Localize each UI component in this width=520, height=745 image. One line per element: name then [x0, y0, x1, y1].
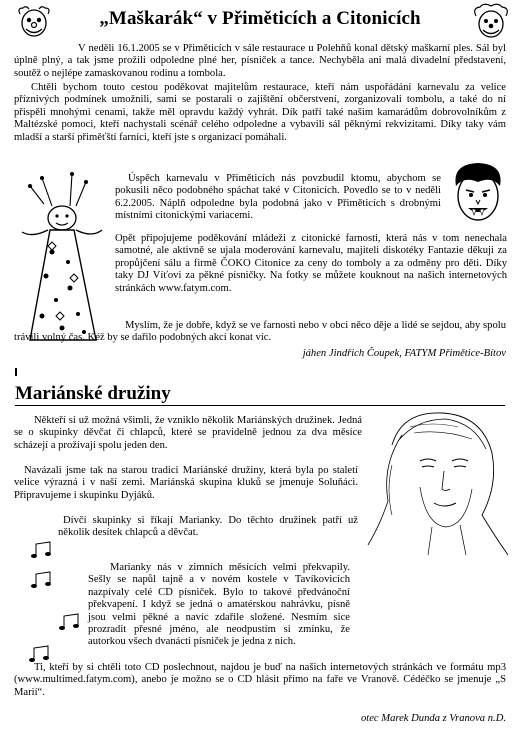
- girl-portrait-sketch: [362, 405, 512, 563]
- article-title: „Maškarák“ v Přiměticích a Citonicích: [99, 8, 421, 29]
- section-marker: [15, 368, 17, 376]
- article-paragraph: Navázali jsme tak na starou tradici Mariánské družiny, která byla po staletí velice výrazná i v naší zemi. Mariánská skupina kluků se jmenuje Soluňáci. Připravujeme i skupinku Dyjáků.: [14, 465, 358, 501]
- article-paragraph: Úspěch karnevalu v Přiměticích nás povzbudil ktomu, abychom se pokusili něco podobného spáchat také v Citonicích. Povedlo se to v neděli 6.2.2005. Náplň odpoledne byla podobná jako v Přiměticích s drobnými místními citonickými variacemi.: [115, 173, 441, 222]
- article-paragraph: Někteří si už možná všimli, že vzniklo několik Mariánských družinek. Jedná se o skupinky děvčat či chlapců, které se pravidelně jednou za dva měsíce scházejí a prožívají spolu jeden den.: [14, 415, 362, 451]
- vampire-face-illustration: [448, 160, 508, 230]
- music-notes-icon: [30, 570, 60, 592]
- article-paragraph: Myslím, že je dobře, když se ve farnosti nebo v obci něco děje a lidé se sejdou, aby spolu trávili volný čas. Kéž by se dařilo podobných akcí konat víc.: [14, 320, 506, 344]
- article-paragraph: Chtěli bychom touto cestou poděkovat majitelům restaurace, kteří nám uspořádání karnevalu za velice příznivých podmínek umožnili, sami se postarali o zajištění občerstvení, zorganizovali tombolu, a také do ní přispěli mnohými cenami, takže měl opravdu každý vyhrát. Dík patří také našim kamarádům dobrovolníkům z Maltézské pomoci, kteří nachystali scénář celého odpoledne a vybavili sál pěknými rekvizitami. Díky taky vám mladší a starší přiměťští farníci, kteří jste s organizací pomáhali.: [14, 82, 506, 143]
- music-notes-icon: [30, 540, 60, 562]
- music-notes-icon: [58, 612, 88, 634]
- article-signature: jáhen Jindřich Čoupek, FATYM Přimětice-Bítov: [302, 348, 506, 359]
- article-title: Mariánské družiny: [15, 383, 171, 404]
- article-paragraph: Dívčí skupinky si říkají Marianky. Do těchto družinek patří už několik desítek chlapců a děvčat.: [58, 515, 358, 539]
- article-paragraph: V neděli 16.1.2005 se v Přiměticích v sále restaurace u Polehňů konal dětský maškarní ples. Sál byl úplně plný, a tak jsme prožili odpoledne plné her, písniček a tance. Nechyběla ani malá divadelní představení, soutěž o nejlépe zamaskovanou rodinu a tombola.: [14, 43, 506, 79]
- article-paragraph: Ti, kteří by si chtěli toto CD poslechnout, najdou je buď na našich internetových stránkách ve formátu mp3 (www.multimed.fatym.com), anebo je možno se o CD hlásit přímo na faře ve Vranově. Cédéčko se jmenuje „S Marií“.: [14, 662, 506, 698]
- article-paragraph: Marianky nás v zimních měsících velmi překvapily. Sešly se napůl tajně a v novém kostele v Tavíkovicích nazpívaly celé CD písniček. Bylo to takové předvánoční překvapení. I když se jedná o amatérskou nahrávku, písně jsou velmi pěkné a navíc zdařile složené. Nesmím sice prozradit přesné jméno, ale neodpustím si zmínku, že autorkou všech dvanácti písniček je jedna z nich.: [88, 562, 350, 648]
- article-signature: otec Marek Dunda z Vranova n.D.: [360, 713, 506, 724]
- article-paragraph: Opět připojujeme poděkování mládeži z citonické farnosti, která nás v tom nenechala samotné, ale aktivně se ujala moderování karnevalu, majiteli diskotéky Fantazie děkuji za propůjčení sálu a firmě ČOKO Citonice za ceny do tomboly a za odměny pro děti. Díky taky DJ Víťovi za pěkné písničky. Na fotky se můžete kouknout na našich internetových stránkách www.fatym.com.: [115, 233, 507, 294]
